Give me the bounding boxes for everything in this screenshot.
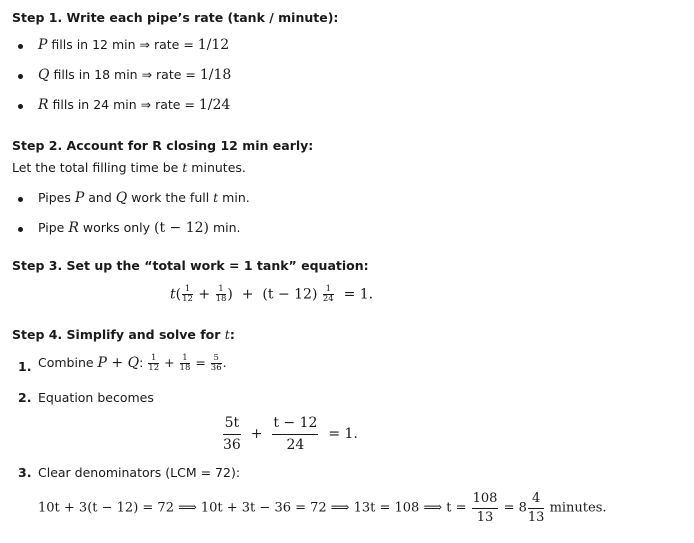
- simplified-equation: $\frac{5t}{36}$ + $\frac{t - 12}{24}$ = 1.: [223, 415, 358, 453]
- numerator: 1: [182, 285, 193, 295]
- numerator: t − 12: [272, 416, 318, 435]
- bullet: [18, 227, 23, 232]
- pipe-var: R: [38, 97, 49, 113]
- final-solution: [38, 492, 607, 524]
- item-text: fills in 18 min ⇒ rate =: [53, 67, 200, 82]
- step1-title: Step 1. Write each pipe’s rate (tank / minute):: [12, 10, 339, 25]
- title-var: t: [224, 327, 230, 342]
- step1-item-p: [38, 37, 229, 53]
- rate-value: 1/24: [198, 97, 231, 113]
- step1-item-r: [38, 97, 230, 113]
- numerator: 1: [180, 354, 191, 364]
- step4-title: [12, 327, 235, 342]
- fraction: [180, 354, 191, 373]
- fraction: [528, 492, 545, 524]
- unit: minutes.: [549, 500, 607, 516]
- expr: (t − 12): [154, 220, 210, 236]
- bullet: [18, 44, 23, 49]
- rate-value: 1/18: [199, 67, 232, 83]
- step1-item-q: [38, 67, 231, 83]
- pipe-var: Q: [38, 67, 50, 83]
- step3-title: Step 3. Set up the “total work = 1 tank” equation:: [12, 258, 369, 273]
- bullet: [18, 74, 23, 79]
- expr: (t − 12): [262, 286, 318, 303]
- text: Combine: [38, 354, 98, 370]
- step2-title: Step 2. Account for R closing 12 min early:: [12, 138, 314, 153]
- list-number: 1.: [18, 359, 32, 374]
- title-colon: :: [229, 327, 235, 342]
- rhs: = 1.: [328, 426, 358, 443]
- step2-bullet-pq: [38, 190, 250, 206]
- numerator: 5: [211, 354, 222, 364]
- numerator: 108: [472, 492, 499, 509]
- numerator: 4: [528, 492, 545, 509]
- text: works only: [78, 220, 155, 235]
- step4-item-equation: Equation becomes: [38, 390, 154, 405]
- denominator: 18: [215, 293, 227, 304]
- text: min.: [209, 220, 241, 235]
- fraction: [182, 285, 193, 304]
- denominator: 18: [179, 362, 191, 373]
- text: and: [84, 190, 116, 205]
- equals-mixed: = 8: [503, 500, 527, 516]
- denominator: 36: [223, 436, 241, 453]
- text: work the full: [127, 190, 214, 205]
- denominator: 36: [210, 362, 222, 373]
- var-t: t: [213, 190, 219, 205]
- denominator: 13: [476, 509, 494, 525]
- fraction: [211, 354, 222, 373]
- fraction: [223, 416, 241, 452]
- var-p: P: [74, 190, 85, 206]
- rhs: = 1.: [343, 286, 374, 303]
- numerator: 1: [323, 285, 334, 295]
- denominator: 24: [286, 436, 305, 453]
- var-r: R: [68, 220, 79, 236]
- list-number: 3.: [18, 465, 32, 480]
- text: Pipe: [38, 220, 69, 235]
- denominator: 13: [527, 509, 545, 525]
- title-text: Step 4. Simplify and solve for: [12, 327, 225, 342]
- fraction: [216, 285, 227, 304]
- step2-intro: [12, 160, 246, 175]
- expr: P + Q: [97, 354, 140, 371]
- step2-bullet-r: [38, 220, 241, 236]
- bullet: [18, 197, 23, 202]
- intro-text: Let the total filling time be: [12, 160, 183, 175]
- numerator: 5t: [223, 416, 241, 435]
- fraction: [148, 354, 159, 373]
- numerator: 1: [216, 285, 227, 295]
- paren-close: ): [227, 286, 233, 303]
- rate-value: 1/12: [197, 37, 230, 53]
- fraction: [323, 285, 334, 304]
- intro-text-end: minutes.: [187, 160, 246, 175]
- numerator: 1: [148, 354, 159, 364]
- intro-var: t: [182, 160, 188, 175]
- denominator: 12: [182, 293, 193, 304]
- text: min.: [218, 190, 250, 205]
- denominator: 24: [322, 293, 334, 304]
- var-t: t: [170, 286, 176, 303]
- step4-item-combine: Combine P + Q: $\frac{1}{12}$ + $\frac{1}{18}$ = $\frac{5}{36}$ .: [38, 353, 227, 373]
- total-work-equation: t( $\frac{1}{12}$ + $\frac{1}{18}$ ) + (t − 12) $\frac{1}{24}$ = 1.: [170, 284, 374, 304]
- list-number: 2.: [18, 390, 32, 405]
- item-text: fills in 24 min ⇒ rate =: [52, 97, 199, 112]
- text: Pipes: [38, 190, 75, 205]
- var-q: Q: [115, 190, 128, 206]
- fraction: [272, 416, 318, 452]
- fraction: [472, 492, 499, 524]
- pipe-var: P: [38, 37, 48, 53]
- item-text: fills in 12 min ⇒ rate =: [51, 37, 198, 52]
- colon: :: [139, 354, 144, 370]
- paren-open: (: [175, 286, 182, 303]
- denominator: 12: [148, 362, 160, 373]
- solution-chain: 10t + 3(t − 12) = 72 ⟹ 10t + 3t − 36 = 72 ⟹ 13t = 108 ⟹ t =: [38, 500, 467, 516]
- bullet: [18, 104, 23, 109]
- step4-item-clear: Clear denominators (LCM = 72):: [38, 465, 241, 480]
